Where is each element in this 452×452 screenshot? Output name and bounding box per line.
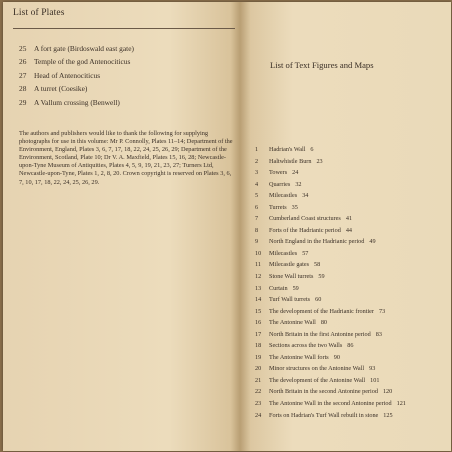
figure-entry	[255, 250, 406, 262]
figure-title: The Antonine Wall forts	[269, 353, 329, 361]
figures-heading: List of Text Figures and Maps	[270, 60, 374, 70]
plate-number: 27	[19, 70, 27, 80]
figure-title: Forts of the Hadrianic period	[269, 226, 341, 234]
figure-title: Cumberland Coast structures	[269, 215, 341, 223]
figure-entry	[255, 146, 406, 158]
plate-entry	[19, 57, 134, 70]
figure-entry	[255, 215, 406, 227]
figure-page: 23	[316, 157, 323, 165]
figure-title: Towers	[269, 169, 288, 177]
right-page	[240, 2, 451, 451]
plate-title: Temple of the god Antenociticus	[34, 57, 131, 67]
figure-page: 93	[369, 365, 376, 373]
figure-page: 41	[345, 215, 353, 223]
figure-entry	[255, 308, 406, 320]
figure-number: 24	[255, 411, 262, 419]
figure-entry	[255, 296, 406, 308]
figure-number: 2	[255, 157, 259, 165]
figure-number: 22	[255, 388, 262, 396]
figure-entry	[255, 400, 406, 412]
left-page	[3, 2, 240, 451]
figure-page: 35	[291, 203, 298, 211]
plate-number: 28	[19, 84, 27, 94]
plate-title: A turret (Coesike)	[34, 84, 88, 94]
figure-number: 11	[255, 261, 261, 269]
figure-number: 3	[255, 169, 259, 177]
plate-title: A Vallum crossing (Benwell)	[34, 97, 120, 107]
figure-title: The development of the Antonine Wall	[269, 376, 366, 384]
figure-title: Turf Wall turrets	[269, 296, 311, 304]
figure-number: 14	[255, 296, 262, 304]
figure-number: 6	[255, 203, 259, 211]
acknowledgements-paragraph: The authors and publishers would like to thank the following for supplying photographs for use in this volume: Mr P. Connolly, Plates 11–14; Department of the Environment, England, Plates 3, 6, 7, 17, 18, 22, 24, 25, 26, 29; Department of the Environment, Scotland, Plate 10; Dr V. A. Maxfield, Plates 15, 16, 28; Newcastle-upon-Tyne Museum of Antiquities, Plates 4, 5, 9, 19, 21, 23, 27; Turners Ltd, Newcastle-upon-Tyne, Plates 1, 2, 8, 20. Crown copyright is reserved on Plates 3, 6, 7, 10, 17, 18, 22, 24, 25, 26, 29.	[19, 130, 233, 186]
figure-entry	[255, 388, 406, 400]
figure-entry	[255, 331, 406, 343]
figure-page: 59	[318, 273, 325, 281]
figure-entry	[255, 354, 406, 366]
figure-entry	[255, 192, 406, 204]
figure-page: 83	[375, 330, 382, 338]
figure-page: 34	[302, 192, 309, 200]
book-spread	[3, 2, 451, 451]
figure-number: 5	[255, 192, 259, 200]
figure-title: Milecastle gates	[269, 261, 310, 269]
figure-title: Curtain	[269, 284, 288, 292]
figure-title: Forts on Hadrian's Turf Wall rebuilt in stone	[269, 411, 379, 419]
figure-page: 49	[369, 238, 376, 246]
figure-title: Turrets	[269, 203, 287, 211]
figure-title: The development of the Hadrianic frontier	[269, 307, 374, 315]
figure-number: 10	[255, 249, 262, 257]
figure-entry	[255, 365, 406, 377]
plate-number: 29	[19, 97, 27, 107]
figure-entry	[255, 377, 406, 389]
figure-entry	[255, 261, 406, 273]
plate-number: 25	[19, 44, 27, 53]
figure-page: 59	[292, 284, 299, 292]
figure-number: 13	[255, 284, 262, 292]
figure-number: 16	[255, 319, 262, 327]
figure-entry	[255, 412, 406, 424]
figure-page: 32	[295, 180, 302, 188]
figure-number: 12	[255, 273, 262, 281]
figure-number: 17	[255, 330, 262, 338]
figure-number: 20	[255, 365, 262, 373]
figure-page: 120	[382, 388, 393, 396]
figure-page: 24	[292, 169, 299, 177]
figure-number: 7	[255, 215, 259, 223]
figure-page: 90	[333, 353, 340, 361]
plates-heading: List of Plates	[13, 8, 65, 18]
figure-page: 44	[345, 226, 353, 234]
figure-number: 19	[255, 353, 262, 361]
figure-entry	[255, 285, 406, 297]
figure-page: 121	[396, 400, 406, 408]
figure-page: 6	[310, 146, 314, 153]
figure-entry	[255, 169, 406, 181]
figure-page: 58	[314, 261, 321, 269]
figure-number: 8	[255, 226, 259, 234]
plate-title: Head of Antenociticus	[34, 70, 101, 80]
figure-page: 73	[378, 307, 386, 315]
figure-title: Minor structures on the Antonine Wall	[269, 365, 365, 373]
heading-rule	[13, 28, 235, 29]
plate-title: A fort gate (Birdoswald east gate)	[34, 44, 134, 53]
figure-number: 1	[255, 146, 259, 153]
figures-list	[255, 146, 406, 423]
figure-entry	[255, 204, 406, 216]
figure-title: Hadrian's Wall	[269, 146, 306, 153]
figure-page: 101	[370, 376, 380, 384]
figure-title: Sections across the two Walls	[269, 342, 343, 350]
figure-title: Stone Wall turrets	[269, 273, 314, 281]
figure-number: 21	[255, 376, 262, 384]
figure-page: 80	[320, 319, 328, 327]
figure-entry	[255, 158, 406, 170]
figure-entry	[255, 227, 406, 239]
plate-number: 26	[19, 57, 27, 67]
figure-page: 125	[383, 411, 393, 419]
figure-number: 23	[255, 400, 262, 408]
figure-number: 18	[255, 342, 262, 350]
figure-entry	[255, 319, 406, 331]
figure-title: Quarries	[269, 180, 291, 188]
figure-title: Milecastles	[269, 192, 298, 200]
figure-title: The Antonine Wall in the second Antonine period	[269, 400, 392, 408]
figure-entry	[255, 181, 406, 193]
figure-page: 86	[347, 342, 354, 350]
figure-entry	[255, 342, 406, 354]
plate-entry	[19, 44, 134, 57]
plate-entry	[19, 98, 134, 111]
figure-number: 9	[255, 238, 259, 246]
figure-entry	[255, 273, 406, 285]
figure-title: Haltwhistle Burn	[269, 157, 312, 165]
plate-entry	[19, 71, 134, 84]
figure-page: 60	[315, 296, 322, 304]
figure-title: North Britain in the first Antonine period	[269, 330, 371, 338]
plates-list	[19, 44, 134, 111]
plate-entry	[19, 84, 134, 97]
figure-title: Milecastles	[269, 249, 298, 257]
figure-title: North England in the Hadrianic period	[269, 238, 365, 246]
figure-entry	[255, 238, 406, 250]
figure-number: 15	[255, 307, 262, 315]
figure-number: 4	[255, 180, 259, 188]
figure-title: North Britain in the second Antonine period	[269, 388, 378, 396]
figure-page: 57	[302, 249, 309, 257]
figure-title: The Antonine Wall	[269, 319, 316, 327]
